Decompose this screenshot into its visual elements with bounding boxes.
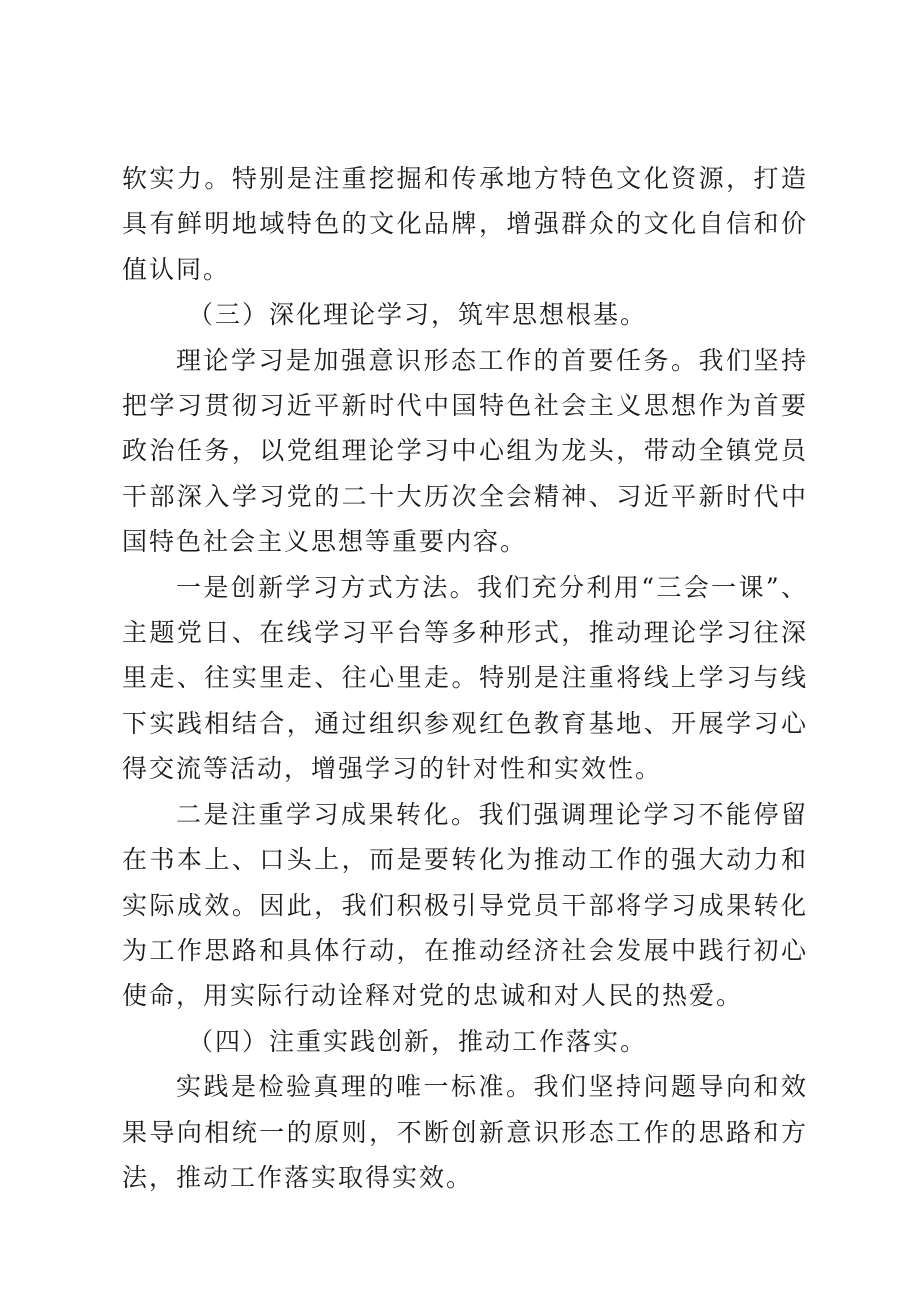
document-body: [122, 156, 808, 1200]
paragraph-point-one: 一是创新学习方式方法。我们充分利用“三会一课”、主题党日、在线学习平台等多种形式，推动理论学习往深里走、往实里走、往心里走。特别是注重将线上学习与线下实践相结合，通过组织参观红色教育基地、开展学习心得交流等活动，增强学习的针对性和实效性。: [122, 572, 808, 784]
paragraph-practice: 实践是检验真理的唯一标准。我们坚持问题导向和效果导向相统一的原则，不断创新意识形态工作的思路和方法，推动工作落实取得实效。: [122, 1072, 808, 1192]
paragraph-continuation: 软实力。特别是注重挖掘和传承地方特色文化资源，打造具有鲜明地域特色的文化品牌，增强群众的文化自信和价值认同。: [122, 164, 808, 284]
paragraph-point-two: 二是注重学习成果转化。我们强调理论学习不能停留在书本上、口头上，而是要转化为推动工作的强大动力和实际成效。因此，我们积极引导党员干部将学习成果转化为工作思路和具体行动，在推动经济社会发展中践行初心使命，用实际行动诠释对党的忠诚和对人民的热爱。: [122, 799, 808, 1011]
paragraph-theory-study: 理论学习是加强意识形态工作的首要任务。我们坚持把学习贯彻习近平新时代中国特色社会主义思想作为首要政治任务，以党组理论学习中心组为龙头，带动全镇党员干部深入学习党的二十大历次全会精神、习近平新时代中国特色社会主义思想等重要内容。: [122, 345, 808, 557]
section-heading-4: （四）注重实践创新，推动工作落实。: [188, 1026, 648, 1056]
section-heading-3: （三）深化理论学习，筑牢思想根基。: [188, 300, 648, 330]
